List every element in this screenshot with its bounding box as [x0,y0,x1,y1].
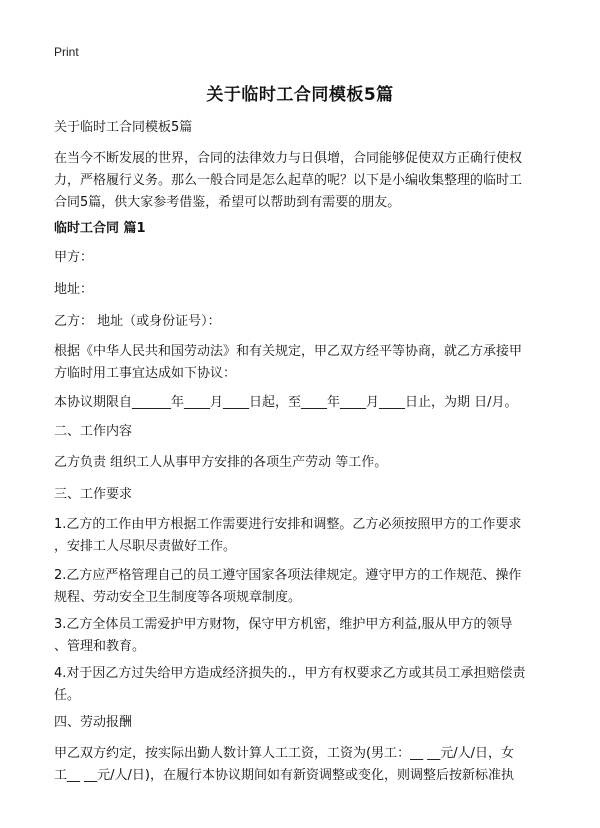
intro-line-1: 在当今不断发展的世界，合同的法律效力与日俱增，合同能够促使双方正确行使权 [54,151,523,166]
req3-line-2: 、管理和教育。 [54,639,146,654]
pay-line-1: 甲乙双方约定，按实际出勤人数计算人工工资，工资为(男工：__ __元/人/日，女 [54,746,514,761]
term-line: 本协议期限自______年____月____日起，至____年____月____日止，为期 日/月。 [54,395,518,410]
subtitle: 关于临时工合同模板5篇 [54,120,193,135]
work-line: 乙方负责 组织工人从事甲方安排的各项生产劳动 等工作。 [54,455,388,470]
req1-line-2: ，安排工人尽职尽责做好工作。 [54,539,237,554]
pay-line-2: 工__ __元/人/日)，在履行本协议期间如有新资调整或变化，则调整后按新标准执 [54,768,514,783]
intro-line-2: 力，严格履行义务。那么一般合同是怎么起草的呢？以下是小编收集整理的临时工 [54,173,523,188]
basis-line-2: 方临时用工事宜达成如下协议： [54,366,237,381]
work-heading: 二、工作内容 [54,424,133,439]
party-b-label: 乙方： 地址（或身份证号）： [54,314,221,329]
section-title: 临时工合同 篇1 [54,221,146,236]
pay-heading: 四、劳动报酬 [54,715,133,730]
print-link[interactable]: Print [54,45,79,59]
req4-line-2: 任。 [54,688,81,703]
req3-line-1: 3.乙方全体员工需爱护甲方财物，保守甲方机密，维护甲方利益,服从甲方的领导 [54,617,513,632]
requirements-heading: 三、工作要求 [54,487,133,502]
basis-line-1: 根据《中华人民共和国劳动法》和有关规定，甲乙双方经平等协商，就乙方承接甲 [54,344,523,359]
address-label: 地址： [54,282,94,297]
req1-line-1: 1.乙方的工作由甲方根据工作需要进行安排和调整。乙方必须按照甲方的工作要求 [54,517,522,532]
req2-line-1: 2.乙方应严格管理自己的员工遵守国家各项法律规定。遵守甲方的工作规范、操作 [54,568,522,583]
intro-line-3: 合同5篇，供大家参考借鉴，希望可以帮助到有需要的朋友。 [54,195,401,210]
req4-line-1: 4.对于因乙方过失给甲方造成经济损失的.，甲方有权要求乙方或其员工承担赔偿责 [54,666,526,681]
req2-line-2: 规程、劳动安全卫生制度等各项规章制度。 [54,590,302,605]
party-a-label: 甲方： [54,250,94,265]
document-title: 关于临时工合同模板5篇 [206,85,394,105]
